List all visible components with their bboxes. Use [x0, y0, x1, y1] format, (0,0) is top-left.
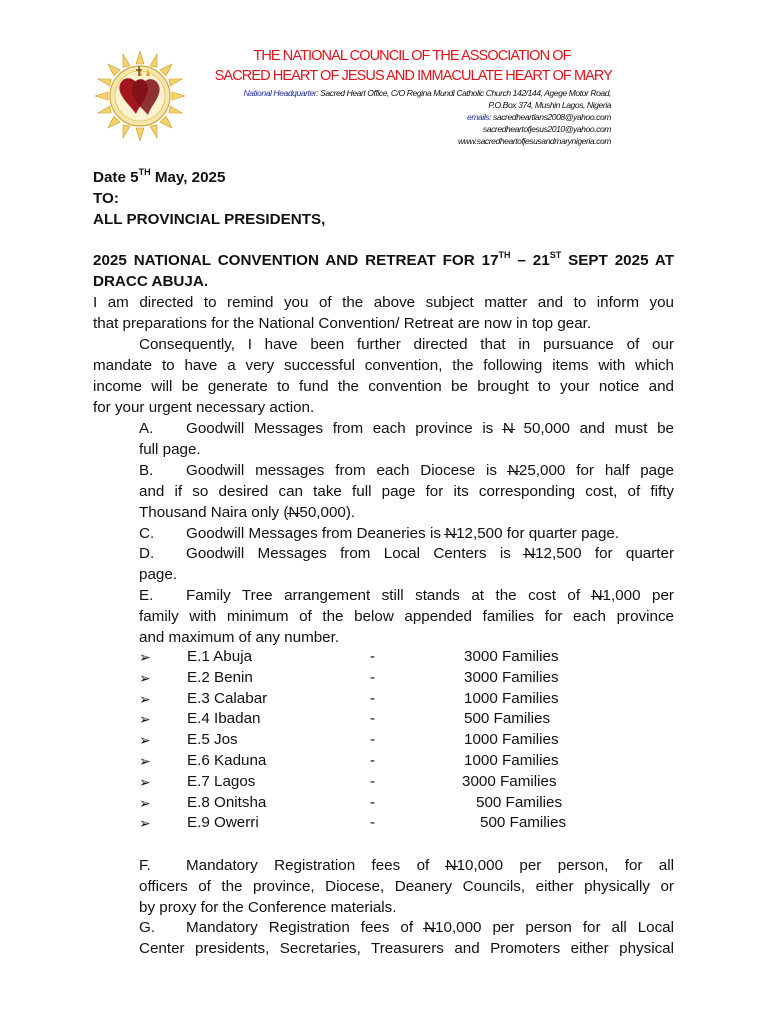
sacred-heart-logo	[94, 50, 186, 142]
item-e-text: Family Tree arrangement still stands at the cost of	[186, 587, 592, 604]
para2-line4: for your urgent necessary action.	[93, 399, 315, 416]
family-count: 500 Families	[476, 793, 563, 811]
letter-date	[93, 168, 225, 188]
family-province-name: E.1 Abuja	[187, 648, 253, 665]
item-b-amount: 25,000 for half page	[518, 462, 674, 479]
naira-symbol: N	[424, 919, 436, 936]
naira-symbol: N	[524, 545, 536, 562]
para1-line2: that preparations for the National Convention/ Retreat are now in top gear.	[93, 315, 592, 332]
letter-recipient: ALL PROVINCIAL PRESIDENTS,	[93, 211, 326, 228]
item-c-label: C.	[139, 525, 155, 542]
headquarter-label: National Headquarter:	[243, 88, 319, 98]
item-f-amount: 10,000 per person, for all	[456, 857, 674, 874]
letterhead-email1	[467, 112, 611, 123]
family-province-name: E.9 Owerri	[187, 814, 259, 832]
para1-line1: I am directed to remind you of the above subject matter and to inform you	[93, 294, 674, 311]
family-dash: -	[370, 689, 376, 707]
arrow-bullet-icon: ➢	[139, 732, 151, 749]
item-e-label: E.	[139, 587, 154, 604]
item-c-amount: 12,500 for quarter page.	[456, 525, 620, 542]
family-province-name: E.8 Onitsha	[187, 793, 267, 811]
item-g-line2: Center presidents, Secretaries, Treasurers and Promoters either physical	[139, 940, 674, 957]
family-count: 500 Families	[464, 710, 551, 728]
family-count: 1000 Families	[464, 731, 559, 749]
naira-symbol: N	[445, 525, 457, 542]
email-label: emails:	[467, 112, 492, 122]
family-province-name: E.2 Benin	[187, 668, 253, 686]
item-f-line3: by proxy for the Conference materials.	[139, 899, 397, 916]
arrow-bullet-icon: ➢	[139, 690, 151, 707]
item-g-amount: 10,000 per person for all Local	[435, 919, 674, 936]
family-count: 3000 Families	[464, 648, 559, 665]
family-dash: -	[370, 814, 376, 832]
family-dash: -	[370, 731, 376, 749]
family-province-name: E.6 Kaduna	[187, 752, 267, 769]
naira-symbol: N	[445, 857, 457, 874]
family-count: 1000 Families	[464, 752, 559, 769]
item-b-label: B.	[139, 462, 154, 479]
family-count: 500 Families	[480, 814, 567, 832]
arrow-bullet-icon: ➢	[139, 815, 151, 832]
item-a-line2: full page.	[139, 441, 201, 458]
item-a-text: Goodwill Messages from each province is	[186, 420, 503, 437]
item-f-line1	[139, 856, 674, 876]
family-row	[139, 772, 619, 792]
letterhead-headquarter	[244, 88, 611, 99]
family-dash: -	[370, 710, 376, 728]
family-row	[139, 793, 619, 813]
item-d-line1	[139, 544, 674, 564]
arrow-bullet-icon: ➢	[139, 773, 151, 790]
letterhead-address: P.O.Box 374, Mushin Lagos, Nigeria	[488, 100, 611, 110]
item-d-line2: page.	[139, 566, 178, 583]
family-row	[139, 668, 619, 688]
item-f-text: Mandatory Registration fees of	[186, 857, 446, 874]
subject-line2: DRACC ABUJA.	[93, 273, 209, 290]
family-province-name: E.4 Ibadan	[187, 710, 261, 728]
arrow-bullet-icon: ➢	[139, 753, 151, 769]
letterhead-email2: sacredheartofjesus2010@yahoo.com	[482, 124, 611, 134]
item-b-line2: and if so desired can take full page for its corresponding cost, of fifty	[139, 483, 674, 500]
family-count: 1000 Families	[464, 689, 559, 707]
arrow-bullet-icon: ➢	[139, 794, 151, 811]
item-d-amount: 12,500 for quarter	[535, 545, 674, 562]
item-d-label: D.	[139, 545, 155, 562]
letterhead-title-line2: SACRED HEART OF JESUS AND IMMACULATE HEART OF MARY	[214, 68, 612, 84]
item-f-line2: officers of the province, Diocese, Deanery Councils, either physically or	[139, 878, 674, 895]
item-e-line2: family with minimum of the below appended families for each province	[139, 608, 674, 625]
family-row	[139, 813, 619, 833]
item-g-text: Mandatory Registration fees of	[186, 919, 425, 936]
headquarter-text: Sacred Heart Office, C/O Regina Mundi Catholic Church 142/144, Agege Motor Road,	[318, 88, 611, 98]
item-g-line1	[139, 918, 674, 938]
letter-to: TO:	[93, 190, 119, 207]
naira-symbol: N	[591, 587, 603, 604]
date-rest: May, 2025	[150, 169, 226, 186]
family-row	[139, 709, 619, 729]
arrow-bullet-icon: ➢	[139, 711, 151, 728]
subject-part3: SEPT 2025 AT	[561, 252, 674, 269]
naira-symbol: N	[507, 462, 519, 479]
family-dash: -	[370, 752, 376, 769]
family-province-name: E.5 Jos	[187, 731, 238, 749]
date-sup: TH	[138, 166, 151, 177]
date-prefix: Date 5	[93, 169, 139, 186]
arrow-bullet-icon: ➢	[139, 649, 151, 665]
email1-text: sacredheartlans2008@yahoo.com	[491, 112, 611, 122]
family-dash: -	[370, 668, 376, 686]
para2-line1: Consequently, I have been further directed that in pursuance of our	[139, 336, 674, 353]
family-province-name: E.3 Calabar	[187, 689, 268, 707]
item-a-amount: 50,000 and must be	[513, 420, 674, 437]
family-dash: -	[370, 772, 376, 790]
item-b-line3-amount: 50,000).	[299, 504, 356, 521]
item-g-label: G.	[139, 919, 156, 936]
naira-symbol: N	[502, 420, 514, 437]
letterhead-website: www.sacredheartofjesusandmarynigeria.com	[458, 136, 611, 146]
naira-symbol: N	[288, 504, 300, 521]
item-a-line1	[139, 419, 674, 439]
family-dash: -	[370, 648, 376, 665]
family-row	[139, 647, 619, 667]
item-b-line1	[139, 461, 674, 481]
family-row	[139, 689, 619, 709]
family-row	[139, 751, 619, 771]
letterhead-title-line1: THE NATIONAL COUNCIL OF THE ASSOCIATION OF	[253, 48, 571, 64]
item-a-label: A.	[139, 420, 154, 437]
item-f-label: F.	[139, 857, 151, 874]
item-d-text: Goodwill Messages from Local Centers is	[186, 545, 525, 562]
item-b-line3-text: Thousand Naira only (	[139, 504, 289, 521]
subject-line1	[93, 251, 674, 271]
family-province-name: E.7 Lagos	[187, 772, 256, 790]
item-e-line1	[139, 586, 674, 606]
arrow-bullet-icon: ➢	[139, 669, 151, 686]
subject-part2: – 21	[510, 252, 550, 269]
item-b-line3	[139, 503, 355, 523]
para2-line3: income will be generate to fund the convention be brought to your notice and	[93, 378, 674, 395]
family-count: 3000 Families	[462, 772, 557, 790]
item-b-text: Goodwill messages from each Diocese is	[186, 462, 508, 479]
family-dash: -	[370, 793, 376, 811]
family-row	[139, 730, 619, 750]
subject-sup1: TH	[498, 249, 511, 260]
family-count: 3000 Families	[464, 668, 559, 686]
para2-line2: mandate to have a very successful convention, the following items with which	[93, 357, 674, 374]
subject-part1: 2025 NATIONAL CONVENTION AND RETREAT FOR 17	[93, 252, 499, 269]
item-e-amount: 1,000 per	[602, 587, 674, 604]
item-c-text: Goodwill Messages from Deaneries is	[186, 525, 446, 542]
subject-sup2: ST	[549, 249, 562, 260]
item-e-line3: and maximum of any number.	[139, 629, 340, 646]
item-c-line1	[139, 524, 619, 544]
